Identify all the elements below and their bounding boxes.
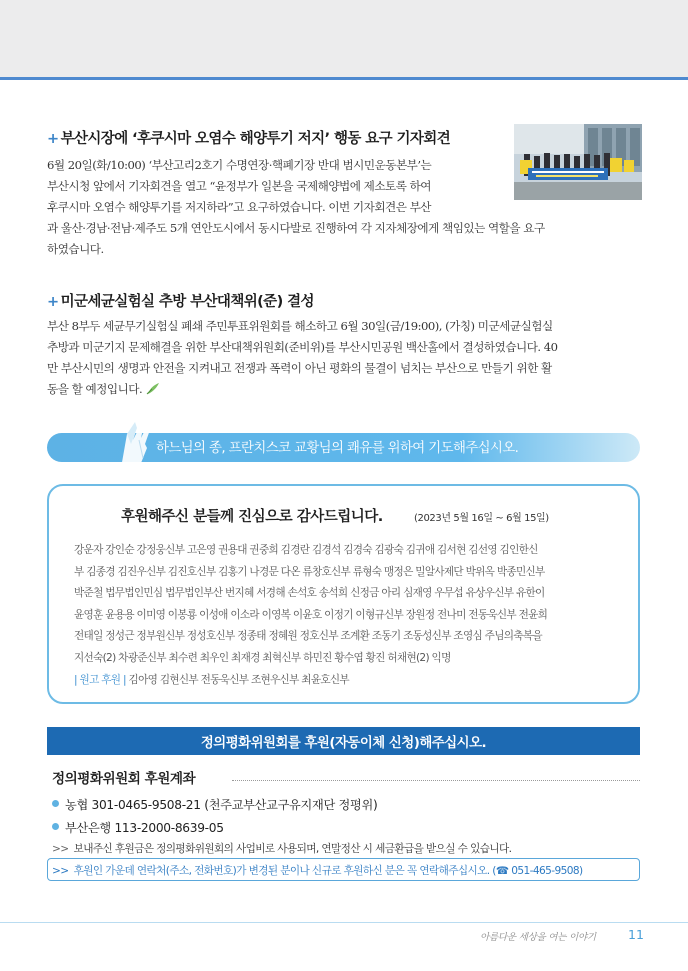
body-line: 후쿠시마 오염수 해양투기를 저지하라”고 요구하였습니다. 이번 기자회견은 부산: [47, 200, 431, 214]
body-line: 추방과 미군기지 문제해결을 위한 부산대책위원회(준비위)를 부산시민공원 백산홀에서 결성하였습니다. 40: [47, 340, 558, 354]
leaf-icon: [146, 382, 160, 395]
plus-icon: +: [47, 131, 59, 147]
body-line: 과 울산·경남·전남·제주도 5개 연안도시에서 동시다발로 진행하여 각 지자체장에게 책임있는 역할을 요구: [47, 221, 545, 235]
donor-thanks-title: 후원해주신 분들께 진심으로 감사드립니다.: [121, 509, 383, 525]
arrow-icon: >>: [52, 843, 69, 855]
donor-names-line: 윤영훈 윤용용 이미영 이봉룡 이성애 이소라 이영복 이윤호 이정기 이형규신부 장원정 전나미 전동욱신부 전윤희: [74, 608, 548, 621]
footer-tagline: 아름다운 세상을 여는 이야기: [480, 932, 596, 943]
support-banner-text: 정의평화위원회를 후원(자동이체 신청)해주십시오.: [200, 736, 487, 751]
section-body-germ-lab: [47, 316, 558, 400]
body-line: 부산 8부두 세균무기실험실 폐쇄 주민투표위원회를 해소하고 6월 30일(금/19:00), (가칭) 미군세균실험실: [47, 319, 553, 333]
tax-note: >> 보내주신 후원금은 정의평화위원회의 사업비로 사용되며, 연말정산 시 세금환급을 받으실 수 있습니다.: [52, 843, 512, 855]
section-body-fukushima: [47, 155, 545, 260]
donor-names-line: 전태일 정성근 정부원신부 정성호신부 정종태 정혜원 정호신부 조계환 조동기 조동성신부 조영심 주님의축복을: [74, 630, 542, 643]
account-title: 정의평화위원회 후원계좌: [52, 771, 196, 787]
donor-names: [74, 540, 547, 691]
plus-icon: +: [47, 294, 59, 310]
praying-hands-icon: [107, 418, 163, 470]
manuscript-label: | 원고 후원 |: [74, 673, 126, 686]
manuscript-donors-line: [74, 670, 547, 692]
bank-account-busan: 부산은행 113-2000-8639-05: [52, 819, 224, 836]
body-line: 만 부산시민의 생명과 안전을 지켜내고 전쟁과 폭력이 아닌 평화의 물결이 넘치는 부산으로 만들기 위한 활: [47, 361, 552, 375]
section-title-germ-lab: + 미군세균실험실 추방 부산대책위(준) 결성: [47, 294, 314, 310]
header-rule: [0, 77, 688, 80]
dotted-leader: [232, 780, 640, 781]
section-title-fukushima: + 부산시장에 ‘후쿠시마 오염수 해양투기 저지’ 행동 요구 기자회견: [47, 131, 451, 147]
arrow-icon: >>: [52, 865, 69, 877]
body-line: 부산시청 앞에서 기자회견을 열고 “윤정부가 일본을 국제해양법에 제소토록 하여: [47, 179, 431, 193]
contact-note: >> 후원인 가운데 연락처(주소, 전화번호)가 변경된 분이나 신규로 후원하신 분은 꼭 연락해주십시오. (☎ 051-465-9508): [52, 865, 583, 877]
donor-period: (2023년 5월 16일 ~ 6월 15일): [414, 513, 549, 524]
press-conference-photo: [514, 124, 642, 200]
footer-rule: [0, 922, 688, 923]
manuscript-names: 김아영 김현신부 전동욱신부 조현우신부 최윤호신부: [128, 673, 349, 686]
bullet-icon: [52, 823, 59, 830]
page-number: 11: [628, 927, 644, 942]
bullet-icon: [52, 800, 59, 807]
body-line: 6월 20일(화/10:00) ‘부산고리2호기 수명연장·핵폐기장 반대 범시민운동본부’는: [47, 158, 432, 172]
donor-names-line: 지선숙(2) 차광준신부 최수련 최우인 최재경 최혁신부 하민진 황수엽 황진 허채현(2) 익명: [74, 651, 451, 664]
prayer-text: 하느님의 종, 프란치스코 교황님의 쾌유를 위하여 기도해주십시오.: [156, 441, 519, 456]
body-line: 동을 할 예정입니다.: [47, 379, 558, 400]
donor-names-line: 박준철 법무법인민심 법무법인부산 번지혜 서경해 손석호 송석희 신정금 아리 심재영 우무섭 유상우신부 유한이: [74, 587, 545, 600]
header-band: [0, 0, 688, 77]
donor-names-line: 부 김종경 김진우신부 김진호신부 김홍기 나경문 다온 류창호신부 류형숙 맹정은 밀알사제단 박위옥 박종민신부: [74, 565, 545, 578]
bank-account-nonghyup: 농협 301-0465-9508-21 (천주교부산교구유지재단 정평위): [52, 796, 377, 813]
body-line: 하였습니다.: [47, 242, 104, 256]
donor-names-line: 강운자 강인순 강정웅신부 고은영 권용대 권중희 김경란 김경석 김경숙 김광숙 김귀애 김서현 김선영 김인한신: [74, 544, 538, 556]
